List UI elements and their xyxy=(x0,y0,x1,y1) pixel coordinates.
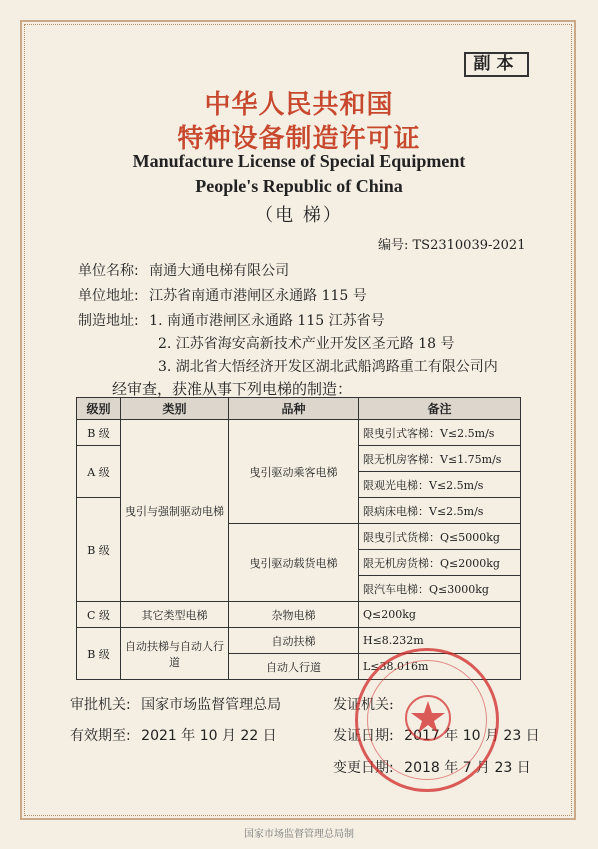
mfg-address-3: 3. 湖北省大悟经济开发区湖北武船鸿路重工有限公司内 xyxy=(158,359,498,375)
variety-cell: 杂物电梯 xyxy=(229,602,359,628)
unit-address-value: 江苏省南通市港闸区永通路 115 号 xyxy=(149,288,367,304)
note-cell: 限曳引式客梯：V≤2.5m/s xyxy=(359,420,521,446)
level-cell: B 级 xyxy=(77,498,121,602)
valid-until-label: 有效期至: xyxy=(70,728,131,744)
note-cell: 限汽车电梯：Q≤3000kg xyxy=(359,576,521,602)
issuing-authority-label: 发证机关: xyxy=(333,697,394,713)
category-cell: 自动扶梯与自动人行道 xyxy=(121,628,229,680)
variety-cell: 自动扶梯 xyxy=(229,628,359,654)
unit-name-label: 单位名称: xyxy=(78,263,139,279)
note-cell: 限观光电梯：V≤2.5m/s xyxy=(359,472,521,498)
copy-badge: 副本 xyxy=(464,52,529,77)
table-header-row xyxy=(77,398,521,420)
issue-date-label: 发证日期: xyxy=(333,728,394,744)
cert-number: 编号: TS2310039-2021 xyxy=(378,238,526,253)
header-variety: 品种 xyxy=(229,398,359,420)
variety-cell: 曳引驱动乘客电梯 xyxy=(229,420,359,524)
title-cn-line1: 中华人民共和国 xyxy=(204,90,394,120)
table-row xyxy=(77,602,521,628)
change-date-label: 变更日期: xyxy=(333,760,394,776)
level-cell: A 级 xyxy=(77,446,121,498)
table-row xyxy=(77,628,521,654)
header-note: 备注 xyxy=(359,398,521,420)
unit-address-row xyxy=(78,285,367,305)
star-emblem-icon xyxy=(403,693,453,743)
valid-until-value: 2021 年 10 月 22 日 xyxy=(141,728,277,744)
note-cell: L≤38.016m xyxy=(359,654,521,680)
official-seal xyxy=(355,648,499,792)
note-cell: 限无机房客梯：V≤1.75m/s xyxy=(359,446,521,472)
approval-authority-row xyxy=(70,694,281,714)
header-level: 级别 xyxy=(77,398,121,420)
valid-until-row xyxy=(70,725,277,745)
equipment-type: （电 梯） xyxy=(255,205,343,226)
header-category: 类别 xyxy=(121,398,229,420)
unit-address-label: 单位地址: xyxy=(78,288,139,304)
variety-cell: 自动人行道 xyxy=(229,654,359,680)
category-cell: 曳引与强制驱动电梯 xyxy=(121,420,229,602)
table-row xyxy=(77,420,521,446)
note-cell: 限曳引式货梯：Q≤5000kg xyxy=(359,524,521,550)
note-cell: 限无机房货梯：Q≤2000kg xyxy=(359,550,521,576)
unit-name-row xyxy=(78,260,289,280)
license-items-table xyxy=(76,397,521,680)
note-cell: 限病床电梯：V≤2.5m/s xyxy=(359,498,521,524)
note-cell: H≤8.232m xyxy=(359,628,521,654)
mfg-address-1: 1. 南通市港闸区永通路 115 江苏省号 xyxy=(149,313,385,329)
approval-authority-value: 国家市场监督管理总局 xyxy=(141,697,282,713)
approval-text: 经审查，获准从事下列电梯的制造： xyxy=(112,380,353,398)
note-cell: Q≤200kg xyxy=(359,602,521,628)
title-en-line1: Manufacture License of Special Equipment xyxy=(132,151,466,171)
title-en-line2: People's Republic of China xyxy=(195,176,403,196)
approval-authority-label: 审批机关: xyxy=(70,697,131,713)
variety-cell: 曳引驱动载货电梯 xyxy=(229,524,359,602)
mfg-address-label: 制造地址: xyxy=(78,313,139,329)
unit-name-value: 南通大通电梯有限公司 xyxy=(149,263,290,279)
level-cell: B 级 xyxy=(77,420,121,446)
mfg-address-2: 2. 江苏省海安高新技术产业开发区圣元路 18 号 xyxy=(158,336,455,352)
level-cell: B 级 xyxy=(77,628,121,680)
category-cell: 其它类型电梯 xyxy=(121,602,229,628)
change-date-value: 2018 年 7 月 23 日 xyxy=(404,760,531,776)
footer-note: 国家市场监督管理总局制 xyxy=(244,829,354,840)
level-cell: C 级 xyxy=(77,602,121,628)
title-cn-line2: 特种设备制造许可证 xyxy=(177,124,421,154)
mfg-address-row xyxy=(78,310,385,330)
issue-date-value: 2017 年 10 月 23 日 xyxy=(404,728,540,744)
